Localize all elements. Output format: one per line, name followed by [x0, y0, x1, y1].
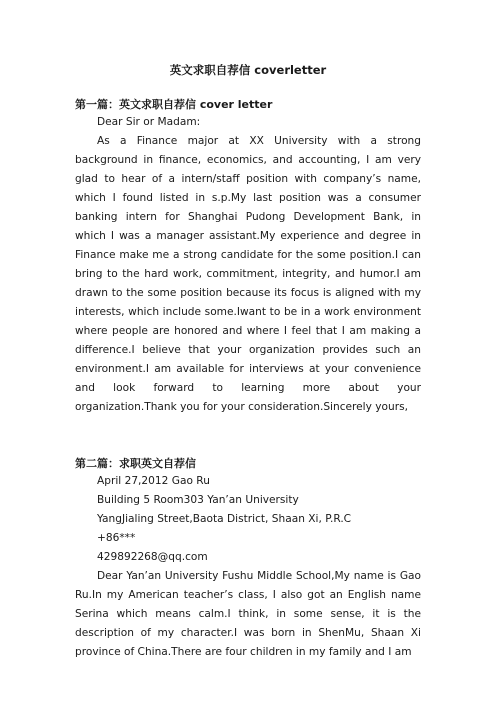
section2-address-line2: YangJialing Street,Baota District, Shaan Xi, P.R.C [97, 513, 352, 525]
section1-salutation: Dear Sir or Madam: [97, 116, 201, 128]
section2-email: 429892268@qq.com [97, 551, 208, 563]
section1-heading: 第一篇：英文求职自荐信 cover letter [75, 98, 273, 111]
section1-body: As a Finance major at XX University with a strong background in finance, economics, and accounting, I am very glad to hear of a intern/staff position with company’s name, which I found listed in s.p.My last position was a consumer banking intern for Shanghai Pudong Development Bank, in which I was a manager assistant.My experience and degree in Finance make me a strong candidate for the some position.I can bring to the hard work, commitment, integrity, and humor.I am drawn to the some position because its focus is aligned with my interests, which include some.Iwant to be in a work environment where people are honored and where I feel that I am making a difference.I believe that your organization provides such an environment.I am available for interviews at your convenience and look forward to learning more about your organization.Thank you for your consideration.Sincerely yours, [75, 135, 421, 413]
section2-date-line: April 27,2012 Gao Ru [97, 475, 210, 487]
document-title: 英文求职自荐信 coverletter [169, 63, 327, 77]
section2-body: Dear Yan’an University Fushu Middle School,My name is Gao Ru.In my American teacher’s class, I also got an English name Serina which means calm.I think, in some sense, it is the description of my character.I was born in ShenMu, Shaan Xi province of China.There are four children in my family and I am [75, 570, 421, 658]
section2-address-line1: Building 5 Room303 Yan’an University [97, 494, 299, 506]
section2-heading: 第二篇：求职英文自荐信 [75, 457, 196, 470]
section2-phone: +86*** [97, 532, 136, 544]
